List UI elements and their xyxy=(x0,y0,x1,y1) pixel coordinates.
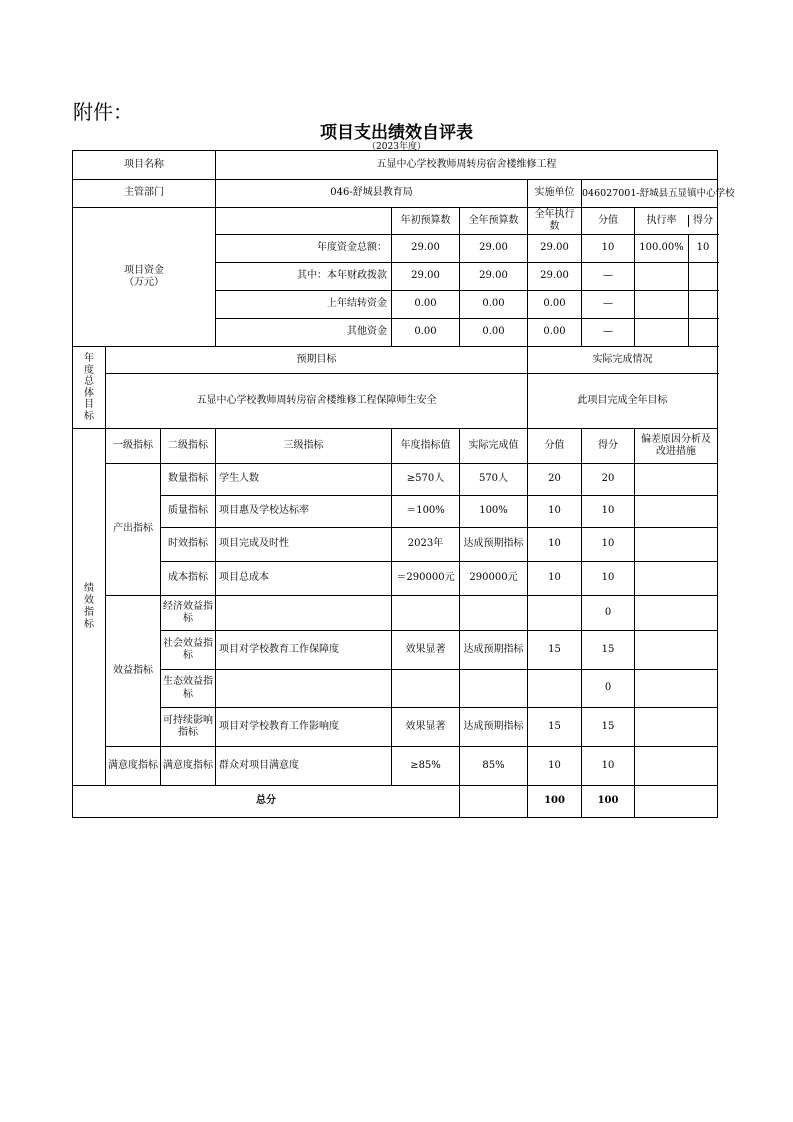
indicator-target: ≥85% xyxy=(392,747,460,786)
funds-annual: 29.00 xyxy=(460,235,528,263)
indicator-points-score xyxy=(528,708,635,747)
indicator-actual: 达成预期指标 xyxy=(460,631,528,670)
indicator-level2: 社会效益指标 xyxy=(161,631,216,670)
indicator-note xyxy=(635,670,718,708)
indicator-actual xyxy=(460,596,528,631)
funds-header: 得分 xyxy=(693,214,714,226)
funds-score xyxy=(689,291,717,318)
indicator-target: ＝100% xyxy=(392,496,460,528)
indicator-level3: 项目完成及时性 xyxy=(216,528,392,562)
indicator-target: ≥570人 xyxy=(392,464,460,496)
indicator-level2: 可持续影响指标 xyxy=(161,708,216,747)
funds-label: 项目资金 （万元） xyxy=(73,208,216,347)
indicator-score: 15 xyxy=(601,720,615,732)
indicator-level1: 满意度指标 xyxy=(106,747,161,786)
indicator-note xyxy=(635,631,718,670)
indicator-points-score xyxy=(528,596,635,631)
goals-actual-label: 实际完成情况 xyxy=(528,347,718,374)
total-blank xyxy=(460,786,528,818)
indicator-points: 10 xyxy=(528,747,582,785)
indicator-level2: 成本指标 xyxy=(161,562,216,596)
indicator-level2: 生态效益指标 xyxy=(161,670,216,708)
indicator-header: 三级指标 xyxy=(216,429,392,464)
indicator-actual: 570人 xyxy=(460,464,528,496)
funds-row-label: 上年结转资金 xyxy=(216,291,392,319)
funds-executed: 29.00 xyxy=(528,235,582,263)
indicator-points: 20 xyxy=(528,464,582,495)
indicator-points: 10 xyxy=(528,528,582,561)
indicator-level2: 满意度指标 xyxy=(161,747,216,786)
indicator-points-score xyxy=(528,528,635,562)
impl-value: 046027001-舒城县五显镇中心学校 xyxy=(582,180,718,208)
funds-initial: 0.00 xyxy=(392,291,460,319)
funds-executed: 29.00 xyxy=(528,263,582,291)
indicator-level3: 群众对项目满意度 xyxy=(216,747,392,786)
page-subtitle: （2023年度） xyxy=(367,142,426,152)
indicator-header: 一级指标 xyxy=(106,429,161,464)
indicator-target xyxy=(392,596,460,631)
goals-expected: 五显中心学校教师周转房宿舍楼维修工程保障师生安全 xyxy=(106,374,528,429)
funds-score-value: — xyxy=(582,291,635,319)
indicator-note xyxy=(635,562,718,596)
funds-rate: 100.00% xyxy=(635,235,689,262)
indicator-level3: 学生人数 xyxy=(216,464,392,496)
indicator-header-pair xyxy=(528,429,635,464)
indicator-note xyxy=(635,747,718,786)
indicator-score: 0 xyxy=(604,606,612,618)
funds-header: 全年预算数 xyxy=(460,208,528,235)
funds-rate-score xyxy=(635,319,718,347)
indicator-level2: 经济效益指标 xyxy=(161,596,216,631)
total-score: 100 xyxy=(597,795,619,807)
funds-rate-score xyxy=(635,291,718,319)
indicator-header: 得分 xyxy=(598,439,618,451)
funds-initial: 29.00 xyxy=(392,263,460,291)
funds-rate xyxy=(635,319,689,346)
funds-row-label: 其中：本年财政拨款 xyxy=(216,263,392,291)
funds-header: 执行率 xyxy=(635,215,689,228)
funds-rate xyxy=(635,263,689,290)
funds-header: 全年执行数 xyxy=(528,208,582,235)
dept-value: 046-舒城县教育局 xyxy=(216,180,528,208)
funds-score xyxy=(689,319,717,346)
funds-score xyxy=(689,263,717,290)
funds-row-label: 其他资金 xyxy=(216,319,392,347)
total-note-blank xyxy=(635,786,718,818)
indicator-points: 15 xyxy=(528,708,582,746)
evaluation-table xyxy=(72,150,735,818)
indicator-level3: 项目对学校教育工作保障度 xyxy=(216,631,392,670)
indicator-level3: 项目对学校教育工作影响度 xyxy=(216,708,392,747)
funds-header: 年初预算数 xyxy=(392,208,460,235)
indicator-level2: 数量指标 xyxy=(161,464,216,496)
indicator-note xyxy=(635,496,718,528)
funds-executed: 0.00 xyxy=(528,319,582,347)
indicator-actual: 达成预期指标 xyxy=(460,708,528,747)
indicator-score: 20 xyxy=(601,473,615,485)
indicator-target: 效果显著 xyxy=(392,631,460,670)
indicator-points-score xyxy=(528,631,635,670)
indicators-label: 绩 效 指 标 xyxy=(73,429,106,786)
indicator-score: 10 xyxy=(601,759,615,771)
funds-header-blank xyxy=(216,208,392,235)
indicator-points-score xyxy=(528,464,635,496)
indicator-points-score xyxy=(528,670,635,708)
indicator-target: 2023年 xyxy=(392,528,460,562)
indicator-score: 15 xyxy=(601,643,615,655)
funds-score: 10 xyxy=(696,242,710,254)
indicator-header: 实际完成值 xyxy=(460,429,528,464)
page-title: 项目支出绩效自评表 xyxy=(320,123,473,143)
indicator-points-score xyxy=(528,747,635,786)
indicator-score: 0 xyxy=(604,682,612,694)
total-points-score xyxy=(528,786,635,818)
funds-score-value: — xyxy=(582,263,635,291)
funds-row-label: 年度资金总额： xyxy=(216,235,392,263)
indicator-level3 xyxy=(216,670,392,708)
funds-initial: 0.00 xyxy=(392,319,460,347)
funds-header: 分值 xyxy=(582,208,635,235)
indicator-points: 10 xyxy=(528,562,582,595)
funds-score-value: 10 xyxy=(582,235,635,263)
goals-label: 年 度 总 体 目 标 xyxy=(73,347,106,429)
indicator-score: 10 xyxy=(601,505,615,517)
indicator-level3: 项目总成本 xyxy=(216,562,392,596)
indicator-note xyxy=(635,528,718,562)
indicator-points-score xyxy=(528,562,635,596)
funds-annual: 0.00 xyxy=(460,319,528,347)
indicator-header: 年度指标值 xyxy=(392,429,460,464)
indicator-actual: 100% xyxy=(460,496,528,528)
indicator-target: ＝290000元 xyxy=(392,562,460,596)
indicator-level3 xyxy=(216,596,392,631)
goals-expected-label: 预期目标 xyxy=(106,347,528,374)
indicator-level1: 效益指标 xyxy=(106,596,161,747)
funds-annual: 29.00 xyxy=(460,263,528,291)
funds-rate-score xyxy=(635,263,718,291)
indicator-header: 偏差原因分析及改进措施 xyxy=(635,429,718,464)
project-name-label: 项目名称 xyxy=(73,151,216,180)
indicator-note xyxy=(635,596,718,631)
indicator-level1: 产出指标 xyxy=(106,464,161,596)
indicator-level3: 项目惠及学校达标率 xyxy=(216,496,392,528)
attachment-label: 附件： xyxy=(73,100,133,124)
funds-score-value: — xyxy=(582,319,635,347)
indicator-points xyxy=(528,670,582,707)
indicator-target: 效果显著 xyxy=(392,708,460,747)
funds-rate-score xyxy=(635,235,718,263)
indicator-actual: 达成预期指标 xyxy=(460,528,528,562)
funds-rate xyxy=(635,291,689,318)
indicator-note xyxy=(635,708,718,747)
funds-header-pair xyxy=(635,208,718,235)
project-name: 五显中心学校教师周转房宿舍楼维修工程 xyxy=(216,151,718,180)
indicator-target xyxy=(392,670,460,708)
impl-label: 实施单位 xyxy=(528,180,582,208)
indicator-level2: 质量指标 xyxy=(161,496,216,528)
indicator-points xyxy=(528,596,582,630)
indicator-header: 二级指标 xyxy=(161,429,216,464)
indicator-actual: 290000元 xyxy=(460,562,528,596)
indicator-score: 10 xyxy=(601,538,615,550)
indicator-note xyxy=(635,464,718,496)
total-points: 100 xyxy=(528,786,582,817)
indicator-points: 10 xyxy=(528,496,582,527)
goals-actual: 此项目完成全年目标 xyxy=(528,374,718,429)
funds-initial: 29.00 xyxy=(392,235,460,263)
indicator-score: 10 xyxy=(601,572,615,584)
funds-executed: 0.00 xyxy=(528,291,582,319)
indicator-level2: 时效指标 xyxy=(161,528,216,562)
indicator-points: 15 xyxy=(528,631,582,669)
dept-label: 主管部门 xyxy=(73,180,216,208)
indicator-actual xyxy=(460,670,528,708)
indicator-header: 分值 xyxy=(528,429,582,463)
indicator-points-score xyxy=(528,496,635,528)
total-label: 总分 xyxy=(73,786,460,818)
indicator-actual: 85% xyxy=(460,747,528,786)
funds-annual: 0.00 xyxy=(460,291,528,319)
